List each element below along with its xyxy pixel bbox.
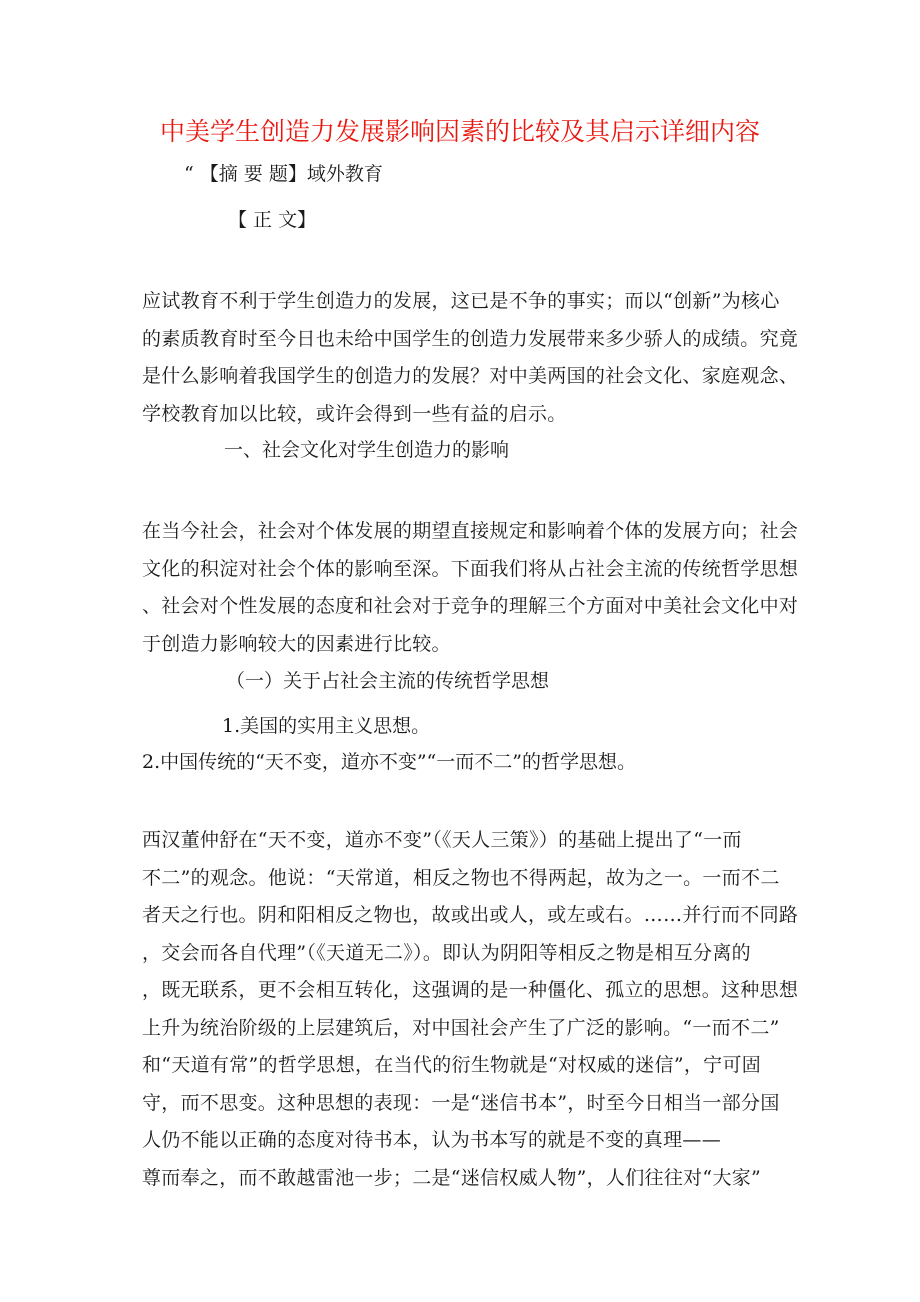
- paragraph-dong-zhongshu: [142, 822, 799, 1197]
- document-title: 中美学生创造力发展影响因素的比较及其启示详细内容: [159, 117, 760, 146]
- paragraph-line: 守，而不思变。这种思想的表现：一是“迷信书本”，时至今日相当一部分国: [142, 1091, 780, 1114]
- paragraph-line: 人仍不能以正确的态度对待书本，认为书本写的就是不变的真理——: [142, 1129, 722, 1151]
- paragraph-line: 、社会对个性发展的态度和社会对于竞争的理解三个方面对中美社会文化中对: [142, 595, 799, 617]
- abstract-line: “ 【摘 要 题】域外教育: [184, 163, 383, 185]
- paragraph-line: 的素质教育时至今日也未给中国学生的创造力发展带来多少骄人的成绩。究竟: [142, 327, 799, 350]
- paragraph-line: 文化的积淀对社会个体的影响至深。下面我们将从占社会主流的传统哲学思想: [142, 557, 799, 580]
- paragraph-line: ，既无联系，更不会相互转化，这强调的是一种僵化、孤立的思想。这种思想: [142, 979, 799, 1001]
- paragraph-line: 在当今社会，社会对个体发展的期望直接规定和影响着个体的发展方向；社会: [142, 520, 799, 542]
- list-item: 2.中国传统的“天不变，道亦不变”“一而不二”的哲学思想。: [142, 751, 636, 773]
- paragraph-line: 西汉董仲舒在“天不变，道亦不变”（《天人三策》）的基础上提出了“一而: [142, 829, 742, 851]
- body-label: 【 正 文】: [228, 209, 317, 231]
- paragraph-line: 于创造力影响较大的因素进行比较。: [142, 632, 451, 655]
- paragraph-line: ，交会而各自代理”（《天道无二》）。即认为阴阳等相反之物是相互分离的: [142, 941, 751, 964]
- paragraph-line: 上升为统治阶级的上层建筑后，对中国社会产生了广泛的影响。“一而不二”: [142, 1016, 780, 1039]
- paragraph-line: 应试教育不利于学生创造力的发展，这已是不争的事实；而以“创新”为核心: [142, 290, 780, 312]
- list-item: 1.美国的实用主义思想。: [222, 715, 431, 737]
- paragraph-line: 学校教育加以比较，或许会得到一些有益的启示。: [142, 402, 567, 425]
- paragraph-line: 者天之行也。阴和阳相反之物也，故或出或人，或左或右。……并行而不同路: [142, 904, 799, 926]
- paragraph-line: 不二”的观念。他说：“天常道，相反之物也不得两起，故为之一。一而不二: [142, 866, 780, 889]
- paragraph-intro: [142, 283, 799, 433]
- paragraph-line: 尊而奉之，而不敢越雷池一步；二是“迷信权威人物”，人们往往对“大家”: [142, 1166, 762, 1189]
- paragraph-social-culture: [142, 513, 799, 663]
- paragraph-line: 和“天道有常”的哲学思想，在当代的衍生物就是“对权威的迷信”，宁可固: [142, 1054, 762, 1076]
- section-heading: 一、社会文化对学生创造力的影响: [224, 439, 510, 461]
- paragraph-line: 是什么影响着我国学生的创造力的发展？对中美两国的社会文化、家庭观念、: [142, 365, 799, 387]
- subsection-heading: （一）关于占社会主流的传统哲学思想: [226, 670, 550, 692]
